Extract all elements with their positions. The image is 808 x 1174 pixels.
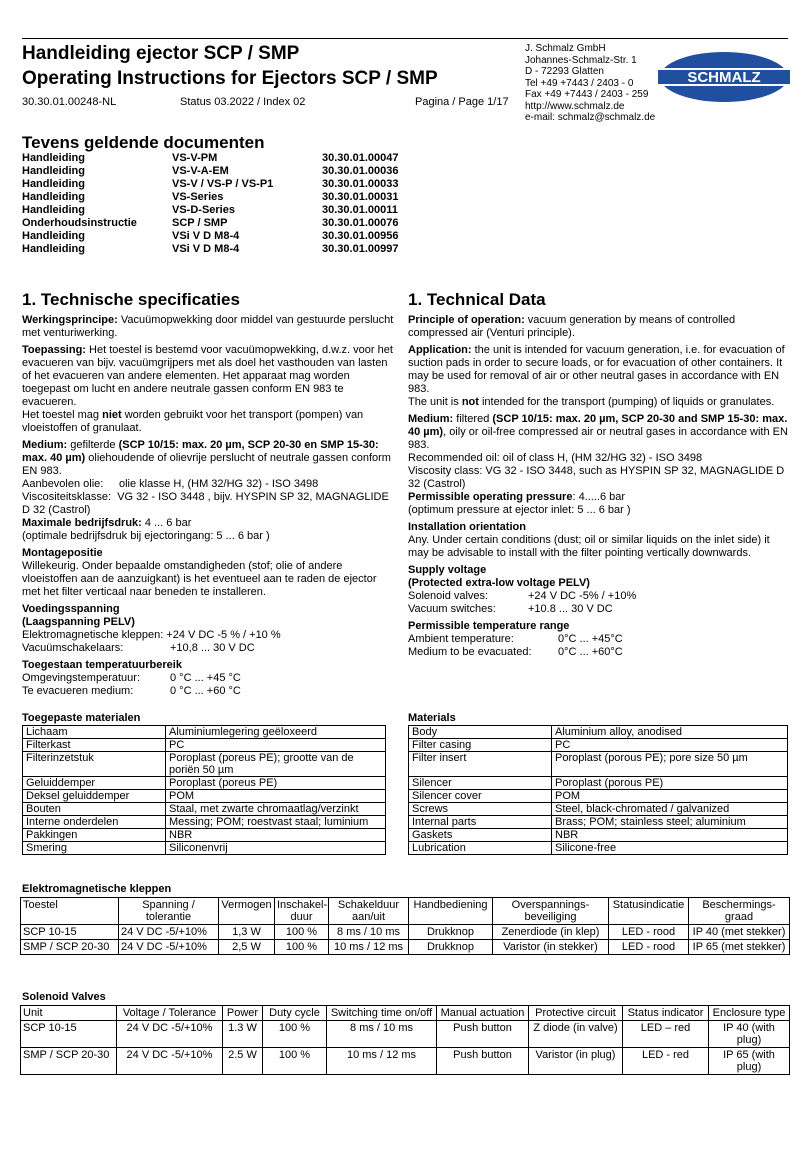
pressure-nl: Maximale bedrijfsdruk: 4 ... 6 bar bbox=[22, 517, 192, 529]
section-title-en: 1. Technical Data bbox=[408, 290, 546, 309]
application-note-en: The unit is not intended for the transport (pumping) of liquids or granulates. bbox=[408, 396, 775, 408]
materials-table-nl bbox=[22, 725, 386, 855]
voltage-valves-en: Solenoid valves: +24 V DC -5% / +10% bbox=[408, 590, 637, 602]
application-note-nl: Het toestel mag niet worden gebruikt voor het transport (pompen) van vloeistoffen of granulaat. bbox=[22, 409, 364, 434]
materials-table-en bbox=[408, 725, 788, 855]
pressure-en: Permissible operating pressure: 4.....6 bar bbox=[408, 491, 626, 503]
material-row: Lichaam Aluminiumlegering geëloxeerd bbox=[23, 726, 386, 739]
material-row: Filter insert Poroplast (porous PE); pore size 50 µm bbox=[409, 752, 788, 777]
valves-row: SCP 10-15 24 V DC -5/+10% 1,3 W 100 % 8 ms / 10 ms Drukknop Zenerdiode (in klep) LED - rood IP 40 (met stekker) bbox=[21, 925, 790, 940]
valves-header-row: Unit Voltage / Tolerance Power Duty cycle Switching time on/off Manual actuation Protective circuit Status indicator Enclosure type bbox=[21, 1006, 790, 1021]
material-row: Silencer Poroplast (porous PE) bbox=[409, 777, 788, 790]
valves-table-en bbox=[20, 1005, 790, 1075]
documents-title: Tevens geldende documenten bbox=[22, 133, 265, 152]
orientation-heading-en: Installation orientation bbox=[408, 521, 526, 533]
pressure-optimal-nl: (optimale bedrijfsdruk bij ejectoringang: 5 ... 6 bar ) bbox=[22, 530, 270, 542]
material-row: Filterinzetstuk Poroplast (poreus PE); grootte van de poriën 50 µm bbox=[23, 752, 386, 777]
voltage-switches-nl: Vacuümschakelaars: +10,8 ... 30 V DC bbox=[22, 642, 255, 654]
material-row: Geluiddemper Poroplast (poreus PE) bbox=[23, 777, 386, 790]
viscosity-en: Viscosity class: VG 32 - ISO 3448, such as HYSPIN SP 32, MAGNAGLIDE D 32 (Castrol) bbox=[408, 465, 785, 490]
voltage-switches-en: Vacuum switches: +10.8 ... 30 V DC bbox=[408, 603, 613, 615]
material-row: Filterkast PC bbox=[23, 739, 386, 752]
page-number: Pagina / Page 1/17 bbox=[415, 96, 509, 108]
material-row: Interne onderdelen Messing; POM; roestvast staal; luminium bbox=[23, 816, 386, 829]
pressure-optimal-en: (optimum pressure at ejector inlet: 5 ... 6 bar ) bbox=[408, 504, 631, 516]
company-line: Fax +49 +7443 / 2403 - 259 bbox=[525, 89, 649, 100]
company-line: J. Schmalz GmbH bbox=[525, 43, 606, 54]
voltage-subheading-nl: (Laagspanning PELV) bbox=[22, 616, 135, 628]
oil-nl: Aanbevolen olie: olie klasse H, (HM 32/HG 32) - ISO 3498 bbox=[22, 478, 319, 490]
valves-row: SCP 10-15 24 V DC -5/+10% 1.3 W 100 % 8 ms / 10 ms Push button Z diode (in valve) LED – red IP 40 (with plug) bbox=[21, 1021, 790, 1048]
application-nl: Toepassing: Het toestel is bestemd voor vacuümopwekking, d.w.z. voor het evacueren van bijv. vacuümgrijpers met als doel het vasthouden van lasten of het evacueren van andere elementen. Het apparaat mag worden toegepast om lucht en andere neutrale gassen conform EN 983 te evacueren. bbox=[22, 344, 393, 408]
principle-en: Principle of operation: vacuum generation by means of controlled compressed air (Venturi principle). bbox=[408, 314, 736, 339]
company-line[interactable]: http://www.schmalz.de bbox=[525, 100, 625, 112]
schmalz-logo bbox=[658, 50, 790, 104]
material-row: Internal parts Brass; POM; stainless steel; aluminium bbox=[409, 816, 788, 829]
viscosity-nl: Viscositeitsklasse: VG 32 - ISO 3448 , bijv. HYSPIN SP 32, MAGNAGLIDE D 32 (Castrol) bbox=[22, 491, 389, 516]
material-row: Deksel geluiddemper POM bbox=[23, 790, 386, 803]
material-row: Pakkingen NBR bbox=[23, 829, 386, 842]
title-dutch: Handleiding ejector SCP / SMP bbox=[22, 43, 300, 64]
doc-number: 30.30.01.00248-NL bbox=[22, 96, 117, 108]
valves-title-nl: Elektromagnetische kleppen bbox=[22, 883, 172, 895]
valves-row: SMP / SCP 20-30 24 V DC -5/+10% 2,5 W 100 % 10 ms / 12 ms Drukknop Varistor (in stekker) LED - rood IP 65 (met stekker) bbox=[21, 940, 790, 955]
section-title-nl: 1. Technische specificaties bbox=[22, 290, 240, 309]
mounting-text-nl: Willekeurig. Onder bepaalde omstandigheden (stof; olie of andere vloeistoffen aan de aanzuigkant) is het eventueel aan te raden de ejector met het filter verticaal naar beneden te installeren. bbox=[22, 560, 377, 598]
temperature-medium-nl: Te evacueren medium: 0 °C ... +60 °C bbox=[22, 685, 241, 697]
temperature-ambient-en: Ambient temperature: 0°C ... +45°C bbox=[408, 633, 623, 645]
medium-en: Medium: filtered (SCP 10/15: max. 20 µm, SCP 20-30 and SMP 15-30: max. 40 µm), oily or oil-free compressed air or neutral gases in accordance with EN 983. bbox=[408, 413, 788, 451]
application-en: Application: the unit is intended for vacuum generation, i.e. for evacuation of suction pads in order to secure loads, or for evacuation of other containers. It may be used for removal of air or other neutral gases in accordance with EN 983. bbox=[408, 344, 785, 395]
orientation-text-en: Any. Under certain conditions (dust; oil or similar liquids on the inlet side) it may be advisable to install with the filter pointing vertically downwards. bbox=[408, 534, 770, 559]
material-row: Silencer cover POM bbox=[409, 790, 788, 803]
title-english: Operating Instructions for Ejectors SCP / SMP bbox=[22, 68, 438, 89]
voltage-subheading-en: (Protected extra-low voltage PELV) bbox=[408, 577, 590, 589]
voltage-valves-nl: Elektromagnetische kleppen: +24 V DC -5 % / +10 % bbox=[22, 629, 281, 641]
technical-data-nl bbox=[22, 314, 394, 698]
material-row: Filter casing PC bbox=[409, 739, 788, 752]
material-row: Gaskets NBR bbox=[409, 829, 788, 842]
medium-nl: Medium: gefilterde (SCP 10/15: max. 20 µm, SCP 20-30 en SMP 15-30: max. 40 µm) oliehoudende of olievrije perslucht of neutrale gassen conform EN 983. bbox=[22, 439, 391, 477]
doc-status: Status 03.2022 / Index 02 bbox=[180, 96, 306, 108]
company-line: Tel +49 +7443 / 2403 - 0 bbox=[525, 77, 634, 89]
valves-header-row: Toestel Spanning / tolerantie Vermogen Inschakel-duur Schakelduur aan/uit Handbediening Overspannings-beveiliging Statusindicatie Beschermings-graad bbox=[21, 898, 790, 925]
materials-title-en: Materials bbox=[408, 712, 456, 724]
temperature-medium-en: Medium to be evacuated: 0°C ... +60°C bbox=[408, 646, 623, 658]
mounting-heading-nl: Montagepositie bbox=[22, 547, 103, 559]
temperature-heading-nl: Toegestaan temperatuurbereik bbox=[22, 659, 182, 671]
logo-text: SCHMALZ bbox=[687, 69, 761, 86]
material-row: Bouten Staal, met zwarte chromaatlag/verzinkt bbox=[23, 803, 386, 816]
materials-title-nl: Toegepaste materialen bbox=[22, 712, 141, 724]
company-address bbox=[525, 43, 655, 124]
company-line: D - 72293 Glatten bbox=[525, 66, 604, 77]
temperature-heading-en: Permissible temperature range bbox=[408, 620, 570, 632]
header-rule bbox=[22, 38, 788, 39]
material-row: Screws Steel, black-chromated / galvanized bbox=[409, 803, 788, 816]
valves-title-en: Solenoid Valves bbox=[22, 991, 106, 1003]
oil-en: Recommended oil: oil of class H, (HM 32/HG 32) - ISO 3498 bbox=[408, 452, 703, 464]
material-row: Lubrication Silicone-free bbox=[409, 842, 788, 855]
voltage-heading-en: Supply voltage bbox=[408, 564, 487, 576]
material-row: Body Aluminium alloy, anodised bbox=[409, 726, 788, 739]
company-line: Johannes-Schmalz-Str. 1 bbox=[525, 54, 637, 66]
voltage-heading-nl: Voedingsspanning bbox=[22, 603, 120, 615]
material-row: Smering Siliconenvrij bbox=[23, 842, 386, 855]
technical-data-en bbox=[408, 314, 788, 659]
temperature-ambient-nl: Omgevingstemperatuur: 0 °C ... +45 °C bbox=[22, 672, 241, 684]
principle-nl: Werkingsprincipe: Vacuümopwekking door middel van gestuurde perslucht met venturiwerking. bbox=[22, 314, 394, 339]
valves-row: SMP / SCP 20-30 24 V DC -5/+10% 2.5 W 100 % 10 ms / 12 ms Push button Varistor (in plug) LED - red IP 65 (with plug) bbox=[21, 1048, 790, 1075]
company-line[interactable]: e-mail: schmalz@schmalz.de bbox=[525, 112, 656, 123]
valves-table-nl bbox=[20, 897, 790, 955]
